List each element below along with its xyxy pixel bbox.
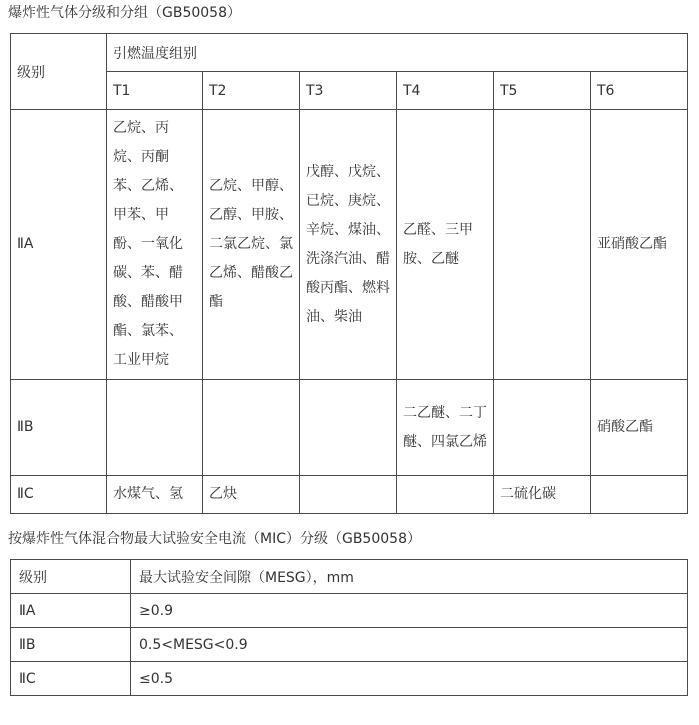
table-row bbox=[11, 476, 688, 514]
table2-title: 按爆炸性气体混合物最大试验安全电流（MIC）分级（GB50058） bbox=[8, 531, 421, 547]
table-row bbox=[11, 594, 688, 628]
cell-iic-t3 bbox=[300, 476, 397, 514]
corner-header: 级别 bbox=[11, 34, 107, 110]
cell-iic-t4 bbox=[397, 476, 494, 514]
cell-iia-t1: 乙烷、丙烷、丙酮苯、乙烯、甲苯、甲酚、一氧化碳、苯、醋酸、醋酸甲酯、氯苯、工业甲烷 bbox=[107, 110, 203, 380]
cell-iib-t5 bbox=[494, 380, 591, 476]
col-header-t5: T5 bbox=[494, 72, 591, 110]
cell-iia-t6: 亚硝酸乙酯 bbox=[591, 110, 688, 380]
cell-iib-t4: 二乙醚、二丁醚、四氯乙烯 bbox=[397, 380, 494, 476]
col-header-t2: T2 bbox=[203, 72, 300, 110]
col-header-t4: T4 bbox=[397, 72, 494, 110]
cell-iic-t6 bbox=[591, 476, 688, 514]
cell-iic-t5: 二硫化碳 bbox=[494, 476, 591, 514]
mesg-level-iic: ⅡC bbox=[11, 662, 131, 696]
mesg-level-iia: ⅡA bbox=[11, 594, 131, 628]
ignition-group-header: 引燃温度组别 bbox=[107, 34, 688, 72]
mesg-grouping-table bbox=[10, 559, 688, 696]
table-row bbox=[11, 628, 688, 662]
cell-iib-t3 bbox=[300, 380, 397, 476]
cell-iib-t2 bbox=[203, 380, 300, 476]
row-label-iic: ⅡC bbox=[11, 476, 107, 514]
cell-iic-t2: 乙炔 bbox=[203, 476, 300, 514]
col-header-t1: T1 bbox=[107, 72, 203, 110]
row-label-iib: ⅡB bbox=[11, 380, 107, 476]
gas-grouping-table bbox=[10, 33, 688, 514]
table-row bbox=[11, 110, 688, 380]
cell-iic-t1: 水煤气、氢 bbox=[107, 476, 203, 514]
mesg-value-iib: 0.5<MESG<0.9 bbox=[131, 628, 688, 662]
mesg-level-iib: ⅡB bbox=[11, 628, 131, 662]
cell-iia-t2: 乙烷、甲醇、乙醇、甲胺、二氯乙烷、氯乙烯、醋酸乙酯 bbox=[203, 110, 300, 380]
cell-iia-t4: 乙醛、三甲胺、乙醚 bbox=[397, 110, 494, 380]
table-row bbox=[11, 380, 688, 476]
table-row bbox=[11, 662, 688, 696]
cell-iia-t5 bbox=[494, 110, 591, 380]
cell-iia-t3: 戊醇、戊烷、已烷、庚烷、辛烷、煤油、洗涤汽油、醋酸丙酯、燃料油、柴油 bbox=[300, 110, 397, 380]
mesg-header-gap: 最大试验安全间隙（MESG），mm bbox=[131, 560, 688, 594]
col-header-t6: T6 bbox=[591, 72, 688, 110]
col-header-t3: T3 bbox=[300, 72, 397, 110]
cell-iib-t6: 硝酸乙酯 bbox=[591, 380, 688, 476]
cell-iib-t1 bbox=[107, 380, 203, 476]
mesg-value-iic: ≤0.5 bbox=[131, 662, 688, 696]
mesg-header-level: 级别 bbox=[11, 560, 131, 594]
row-label-iia: ⅡA bbox=[11, 110, 107, 380]
table1-title: 爆炸性气体分级和分组（GB50058） bbox=[8, 5, 241, 21]
mesg-value-iia: ≥0.9 bbox=[131, 594, 688, 628]
